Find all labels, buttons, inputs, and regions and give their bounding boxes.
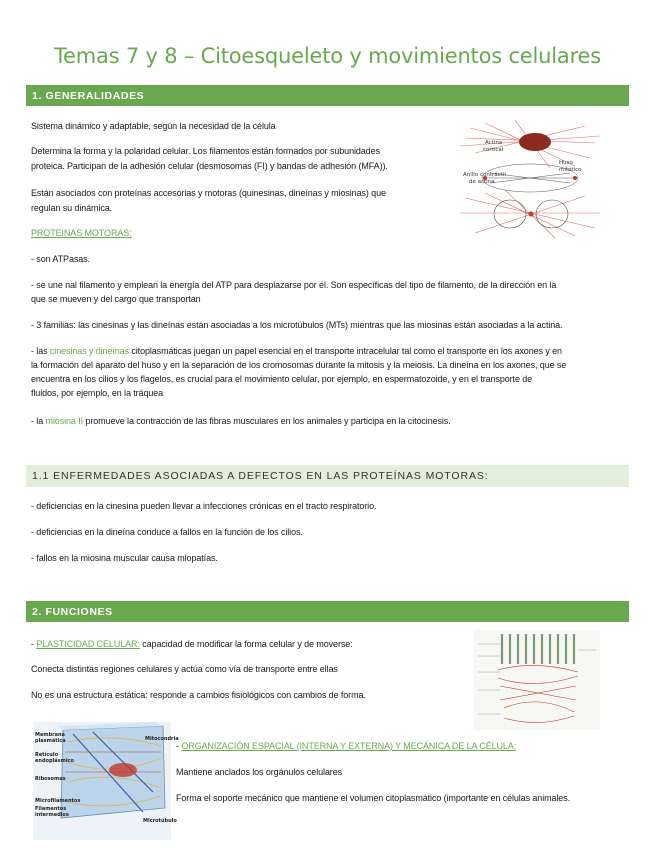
figure-label: Mitocondria bbox=[145, 736, 179, 742]
cytoskeleton-division-figure bbox=[455, 118, 605, 240]
paragraph: - se une nal filamento y emplean la energía del ATP para desplazarse por él. Son específicas del tipo de filamento, de la dirección en la bbox=[31, 280, 557, 290]
paragraph: Están asociados con proteínas accesorias y motoras (quinesinas, dineínas y miosinas) que bbox=[31, 188, 386, 198]
paragraph: Conecta distintas regiones celulares y actúa como vía de transporte entre ellas bbox=[31, 664, 338, 674]
text-run: - la bbox=[31, 416, 46, 426]
nucleus-shape bbox=[519, 133, 551, 151]
motor-proteins-heading: PROTEINAS MOTORAS: bbox=[31, 228, 132, 238]
paragraph bbox=[31, 344, 562, 359]
paragraph: - 3 familias: las cinesinas y las dineínas están asociadas a los microtúbulos (MTs) mientras que las miosinas están asociadas a la actina. bbox=[31, 320, 563, 330]
figure-label: Filamentos bbox=[35, 806, 67, 812]
figure-label: Anillo contráctil bbox=[463, 172, 506, 178]
figure-label: cortical bbox=[483, 147, 504, 153]
text-run: capacidad de modificar la forma celular y de moverse: bbox=[139, 639, 353, 649]
section-heading-enfermedades: 1.1 ENFERMEDADES ASOCIADAS A DEFECTOS EN LAS PROTEÍNAS MOTORAS: bbox=[26, 465, 629, 487]
figure-label: Retículo bbox=[35, 752, 59, 758]
text-run: - bbox=[31, 639, 37, 649]
paragraph: - deficiencias en la dineína conduce a fallos en la función de los cilios. bbox=[31, 527, 303, 537]
highlight-term: PLASTICIDAD CELULAR: bbox=[36, 639, 140, 649]
paragraph: - deficiencias en la cinesina pueden llevar a infecciones crónicas en el tracto respiratorio. bbox=[31, 501, 377, 511]
paragraph: que se mueven y del cargo que transportan bbox=[31, 294, 201, 304]
highlight-term: cinesinas y dineínas bbox=[49, 346, 129, 356]
paragraph: encuentra en los cilios y los flagelos, es crucial para el movimiento celular, por ejemplo, en espermatozoide, y en el transporte de bbox=[31, 374, 533, 384]
figure-label: endoplásmico bbox=[35, 758, 74, 764]
section-heading-generalidades: 1. GENERALIDADES bbox=[26, 85, 629, 106]
text-run: citoplasmáticas juegan un papel esencial en el transporte intracelular tal como el transporte en los axones y en bbox=[128, 346, 562, 356]
paragraph: - son ATPasas. bbox=[31, 254, 90, 264]
paragraph bbox=[31, 414, 451, 429]
figure-label: Huso bbox=[559, 160, 573, 166]
paragraph: proteica. Participan de la adhesión celular (desmosomas (FI) y bandas de adhesión (MFA)). bbox=[31, 161, 388, 171]
microvilli-figure bbox=[474, 630, 600, 730]
highlight-term: miosina II bbox=[45, 416, 84, 426]
text-run: - las bbox=[31, 346, 50, 356]
paragraph: Mantiene anclados los orgánulos celulares bbox=[176, 767, 343, 777]
paragraph: Forma el soporte mecánico que mantiene el volumen citoplasmático (importante en células animales. bbox=[176, 793, 571, 803]
figure-label: plasmática bbox=[35, 738, 66, 744]
highlight-term: ORGANIZACIÓN ESPACIAL (INTERNA Y EXTERNA) Y MECÁNICA DE LA CÉLULA: bbox=[181, 741, 517, 751]
paragraph bbox=[176, 739, 516, 754]
figure-label: de actina bbox=[469, 179, 495, 185]
paragraph bbox=[31, 637, 353, 652]
paragraph: No es una estructura estática: responde a cambios fisiológicos con cambios de forma. bbox=[31, 690, 366, 700]
figure-label: Actina bbox=[485, 140, 503, 146]
figure-label: Membrana bbox=[35, 732, 65, 738]
figure-label: intermedios bbox=[35, 812, 69, 818]
page-title: Temas 7 y 8 – Citoesqueleto y movimientos celulares bbox=[53, 44, 602, 68]
cell-structure-figure bbox=[33, 722, 179, 840]
figure-label: Microtúbulo bbox=[143, 818, 177, 824]
mitochondrion-shape bbox=[109, 763, 137, 777]
text-run: - bbox=[176, 741, 182, 751]
section-heading-funciones: 2. FUNCIONES bbox=[26, 601, 629, 622]
figure-label: mitótico bbox=[559, 167, 582, 173]
paragraph: regulan su dinámica. bbox=[31, 203, 113, 213]
figure-label: Microfilamentos bbox=[35, 798, 81, 804]
paragraph: Sistema dinámico y adaptable, según la necesidad de la célula bbox=[31, 121, 276, 131]
figure-label: Ribosomas bbox=[35, 776, 66, 782]
paragraph: fluidos, por ejemplo, en la tráquea bbox=[31, 388, 164, 398]
paragraph: Determina la forma y la polaridad celular. Los filamentos están formados por subunidades bbox=[31, 146, 380, 156]
paragraph: la formación del aparato del huso y en la separación de los cromosomas durante la mitosis y la meiosis. La dineína en los axones, que se bbox=[31, 360, 567, 370]
text-run: promueve la contracción de las fibras musculares en los animales y participa en la citocinesis. bbox=[83, 416, 451, 426]
paragraph: - fallos en la miosina muscular causa miopatías. bbox=[31, 553, 218, 563]
